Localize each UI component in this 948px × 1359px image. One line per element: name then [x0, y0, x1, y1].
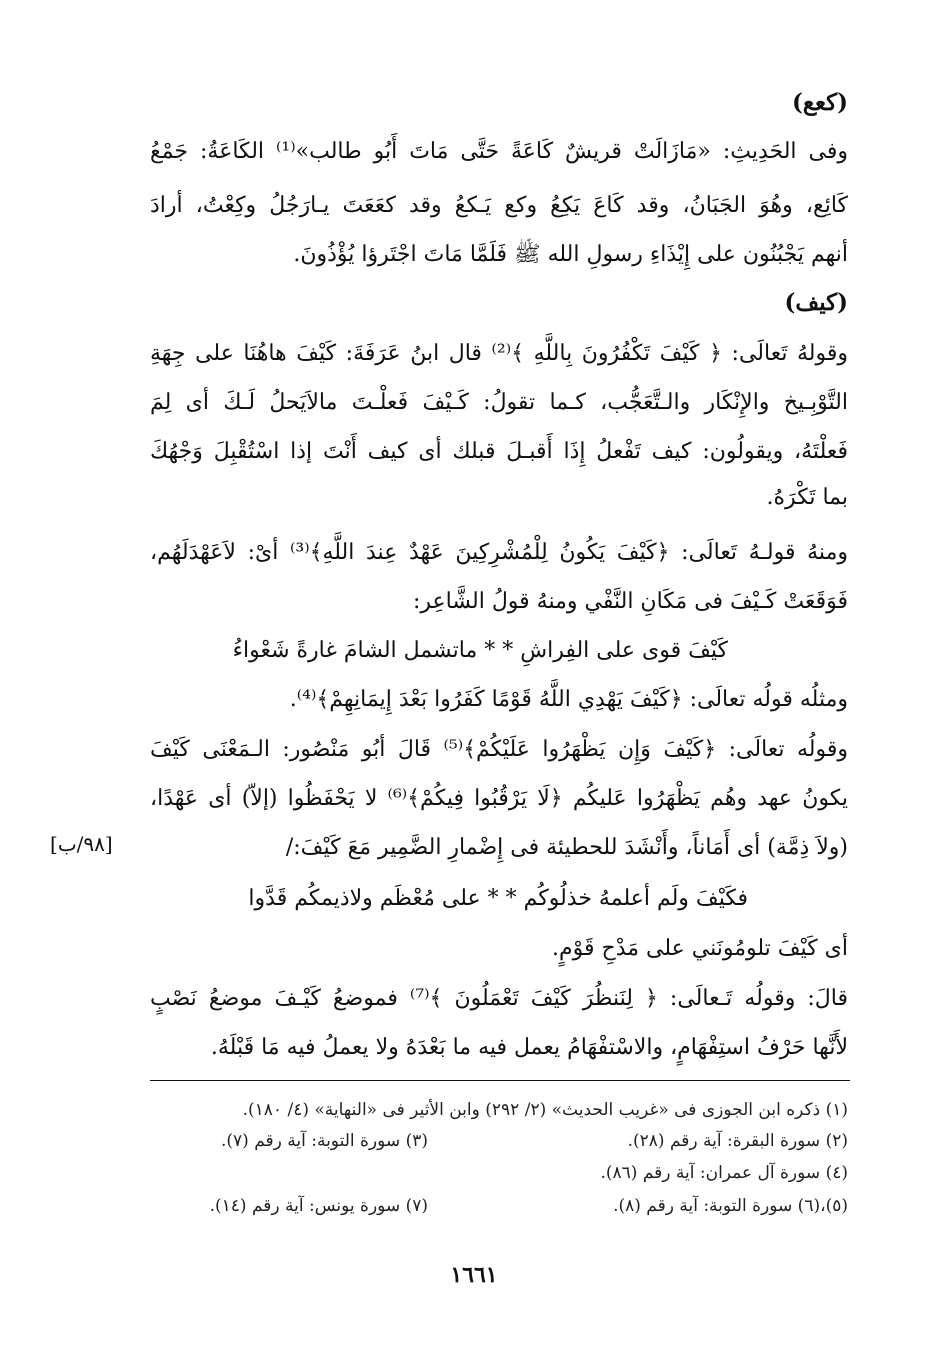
text-line: لأَنَّها حَرْفُ استِفْهَامٍ، والاسْتفْهَامُ يعمل فيه ما بَعْدَهُ ولا يعملُ فيه مَا قَبْلَهُ.	[210, 1035, 848, 1060]
text-line: فَعلْتَهُ، ويقولُون: كيف تَفْعلُ إِذَا أَقبـلَ قبلك أى كيف أَنْتَ إذا اسْتُقْبِلَ وَجْهُكَ	[150, 439, 848, 464]
text-line: وقولُه تعالَى: ﴿كَيْفَ وَإِن يَظْهَرُوا عَلَيْكُمْ﴾⁽⁵⁾ قَالَ أبُو مَنْصُور: الـمَعْنَى كَيْفَ	[150, 737, 848, 762]
text-line: ومنهُ قولـهُ تَعالَى: ﴿كَيْفَ يَكُونُ لِلْمُشْرِكِينَ عَهْدٌ عِندَ اللَّهِ﴾⁽³⁾ أىْ: لاَعَهْدَلَهُم،	[150, 540, 848, 565]
text-line: فَوَقَعَتْ كَـيْفَ فى مَكَانِ النَّفْي ومنهُ قولُ الشَّاعِر:	[413, 589, 848, 614]
text-line: التَّوْبِـيخ والإِنْكَار والـتَّعَجُّب، كـما تقولُ: كَـيْفَ فَعلْـتَ مالاَيَحلُ لَـكَ أى لِمَ	[150, 390, 848, 415]
footnote-3: (٣) سورة التوبة: آية رقم (٧).	[220, 1131, 428, 1151]
poetry-verse: كَيْفَ قوى على الفِراشِ * * ماتشمل الشامَ غارةً شَعْواءُ	[232, 638, 728, 663]
text-line: (ولاَ ذِمَّة) أى أَمَاناً، وأَنْشَدَ للحطيئة فى إِضْمارِ الضَّمِير مَعَ كَيْفَ:/	[285, 835, 848, 860]
page-number: ١٦٦١	[450, 1262, 498, 1288]
text-line: ومثلُه قولُه تعالَى: ﴿كَيْفَ يَهْدِي اللَّهُ قَوْمًا كَفَرُوا بَعْدَ إِيمَانِهِمْ﴾⁽⁴⁾.	[289, 687, 848, 712]
text-line: يكونُ عهد وهُم يَظْهَرُوا عَليكُم ﴿لَا يَرْقُبُوا فِيكُمْ﴾⁽⁶⁾ لا يَحْفَظُوا (إلاّ) أى عَهْدًا،	[150, 786, 848, 811]
poetry-verse: فكَيْفَ ولَم أعلمهُ خذلُوكُم * * على مُعْظَم ولاذيمكُم قَدَّوا	[248, 886, 748, 911]
manuscript-folio-note: [٩٨/ب]	[50, 832, 113, 856]
text-line: قالَ: وقولُه تَـعالَى: ﴿ لِنَنظُرَ كَيْفَ تَعْمَلُونَ ﴾⁽⁷⁾ فموضعُ كَيْـفَ موضعُ نَصْبٍ	[150, 986, 849, 1011]
text-line: وقولهُ تَعالَى: ﴿ كَيْفَ تَكْفُرُونَ بِاللَّهِ ﴾⁽²⁾ قال ابنُ عَرَفَةَ: كَيْفَ هاهُنَا على جِهَةِ	[150, 341, 848, 366]
footnote-2: (٢) سورة البقرة: آية رقم (٢٨).	[627, 1131, 848, 1151]
entry-heading-kaa: (كعع)	[791, 89, 848, 116]
footnote-7: (٧) سورة يونس: آية رقم (١٤).	[209, 1196, 428, 1216]
entry-heading-kayfa: (كيف)	[784, 289, 848, 316]
footnote-5-6: (٥)،(٦) سورة التوبة: آية رقم (٨).	[613, 1196, 848, 1216]
text-line: كَائِع، وهُوَ الجَبَانُ، وقد كَاعَ يَكِعُ وكع يَـكعُ وقد كعَعَتَ يـارَجُلُ وكِعْتُ، أرادَ	[150, 193, 848, 218]
footnote-1: (١) ذكره ابن الجوزى فى «غريب الحديث» (٢/ ٢٩٢) وابن الأثير فى «النهاية» (٤/ ١٨٠).	[242, 1100, 848, 1120]
footnote-4: (٤) سورة آل عمران: آية رقم (٨٦).	[600, 1163, 848, 1183]
text-line: بما تَكْرَهُ.	[766, 485, 848, 510]
text-line: أنهم يَجْبُنُون على إِيْذَاءِ رسولِ الله ﷺ فَلَمَّا مَاتَ اجْتَرؤا يُؤْذُونَ.	[293, 242, 848, 267]
footnote-divider	[150, 1080, 850, 1081]
poetry-explanation: أى كَيْفَ تلومُونَني على مَدْحِ قَوْمٍ.	[552, 936, 848, 961]
text-line: وفى الحَدِيثِ: «مَازَالَتْ قريشٌ كَاعَةً حَتَّى مَاتَ أَبُو طالب»⁽¹⁾ الكَاعَةُ: جَمْعُ	[150, 139, 849, 164]
